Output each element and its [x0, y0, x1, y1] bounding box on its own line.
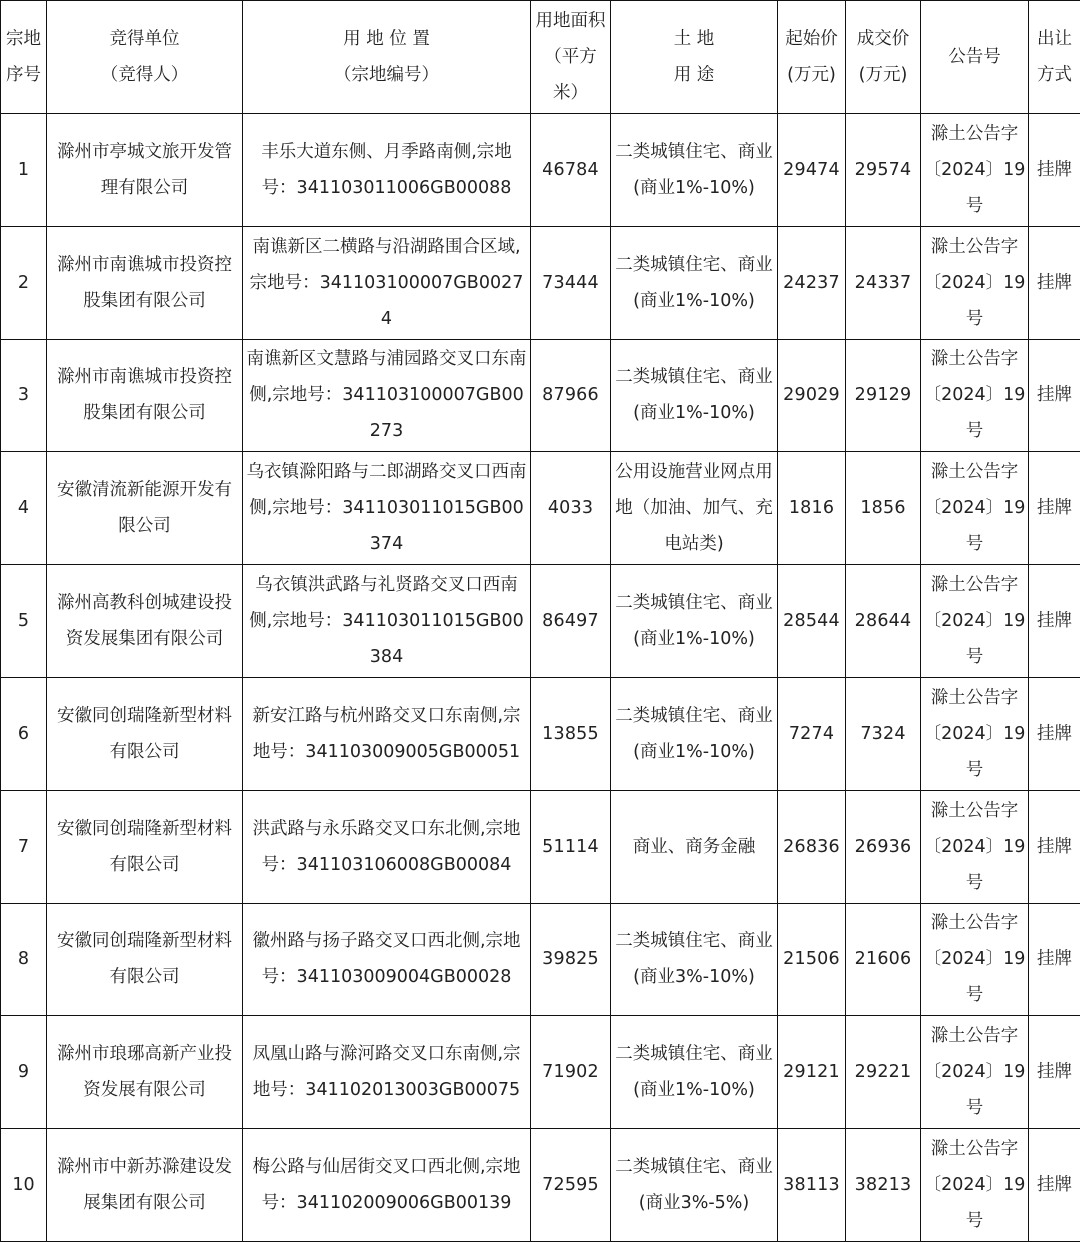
cell-use: 二类城镇住宅、商业(商业3%-10%)	[611, 903, 778, 1016]
cell-area: 46784	[531, 114, 611, 227]
table-header-row	[1, 1, 1080, 114]
cell-start-price: 24237	[778, 226, 846, 339]
cell-deal-price: 28644	[846, 565, 921, 678]
cell-area: 86497	[531, 565, 611, 678]
cell-winner: 滁州市南谯城市投资控股集团有限公司	[47, 226, 243, 339]
table-row	[1, 790, 1080, 903]
table-row	[1, 677, 1080, 790]
cell-area: 72595	[531, 1129, 611, 1242]
cell-method: 挂牌	[1029, 903, 1080, 1016]
cell-notice: 滁土公告字〔2024〕19号	[921, 1129, 1029, 1242]
cell-start-price: 1816	[778, 452, 846, 565]
cell-area: 4033	[531, 452, 611, 565]
cell-method: 挂牌	[1029, 226, 1080, 339]
cell-method: 挂牌	[1029, 677, 1080, 790]
cell-seq: 4	[1, 452, 47, 565]
cell-deal-price: 7324	[846, 677, 921, 790]
cell-location: 梅公路与仙居街交叉口西北侧,宗地号：341102009006GB00139	[243, 1129, 531, 1242]
cell-start-price: 29474	[778, 114, 846, 227]
cell-method: 挂牌	[1029, 114, 1080, 227]
cell-area: 39825	[531, 903, 611, 1016]
cell-location: 南谯新区二横路与沿湖路围合区域,宗地号：341103100007GB00274	[243, 226, 531, 339]
header-seq: 宗地 序号	[1, 1, 47, 114]
cell-notice: 滁土公告字〔2024〕19号	[921, 452, 1029, 565]
cell-location: 徽州路与扬子路交叉口西北侧,宗地号：341103009004GB00028	[243, 903, 531, 1016]
cell-notice: 滁土公告字〔2024〕19号	[921, 903, 1029, 1016]
cell-seq: 2	[1, 226, 47, 339]
cell-use: 二类城镇住宅、商业(商业1%-10%)	[611, 339, 778, 452]
cell-start-price: 38113	[778, 1129, 846, 1242]
cell-start-price: 21506	[778, 903, 846, 1016]
cell-method: 挂牌	[1029, 565, 1080, 678]
cell-area: 87966	[531, 339, 611, 452]
cell-winner: 安徽同创瑞隆新型材料有限公司	[47, 677, 243, 790]
cell-deal-price: 29221	[846, 1016, 921, 1129]
header-winner: 竞得单位 （竞得人）	[47, 1, 243, 114]
cell-notice: 滁土公告字〔2024〕19号	[921, 790, 1029, 903]
cell-method: 挂牌	[1029, 452, 1080, 565]
header-use: 土 地 用 途	[611, 1, 778, 114]
header-deal-price: 成交价 (万元)	[846, 1, 921, 114]
cell-notice: 滁土公告字〔2024〕19号	[921, 339, 1029, 452]
cell-winner: 安徽同创瑞隆新型材料有限公司	[47, 790, 243, 903]
table-row	[1, 903, 1080, 1016]
cell-seq: 10	[1, 1129, 47, 1242]
cell-winner: 滁州市琅琊高新产业投资发展有限公司	[47, 1016, 243, 1129]
cell-seq: 5	[1, 565, 47, 678]
cell-winner: 滁州市南谯城市投资控股集团有限公司	[47, 339, 243, 452]
cell-seq: 7	[1, 790, 47, 903]
cell-seq: 8	[1, 903, 47, 1016]
cell-start-price: 29029	[778, 339, 846, 452]
cell-winner: 安徽清流新能源开发有限公司	[47, 452, 243, 565]
cell-deal-price: 29574	[846, 114, 921, 227]
cell-seq: 9	[1, 1016, 47, 1129]
cell-notice: 滁土公告字〔2024〕19号	[921, 1016, 1029, 1129]
cell-method: 挂牌	[1029, 1016, 1080, 1129]
table-row	[1, 1129, 1080, 1242]
cell-method: 挂牌	[1029, 790, 1080, 903]
cell-notice: 滁土公告字〔2024〕19号	[921, 114, 1029, 227]
cell-deal-price: 26936	[846, 790, 921, 903]
cell-location: 凤凰山路与滁河路交叉口东南侧,宗地号：341102013003GB00075	[243, 1016, 531, 1129]
cell-deal-price: 38213	[846, 1129, 921, 1242]
cell-seq: 3	[1, 339, 47, 452]
cell-location: 新安江路与杭州路交叉口东南侧,宗地号：341103009005GB00051	[243, 677, 531, 790]
cell-winner: 安徽同创瑞隆新型材料有限公司	[47, 903, 243, 1016]
cell-use: 二类城镇住宅、商业(商业1%-10%)	[611, 565, 778, 678]
header-notice: 公告号	[921, 1, 1029, 114]
cell-deal-price: 1856	[846, 452, 921, 565]
cell-method: 挂牌	[1029, 1129, 1080, 1242]
cell-deal-price: 21606	[846, 903, 921, 1016]
header-start-price: 起始价 (万元)	[778, 1, 846, 114]
cell-use: 商业、商务金融	[611, 790, 778, 903]
cell-seq: 6	[1, 677, 47, 790]
table-row	[1, 339, 1080, 452]
cell-area: 51114	[531, 790, 611, 903]
cell-location: 乌衣镇洪武路与礼贤路交叉口西南侧,宗地号：341103011015GB00384	[243, 565, 531, 678]
cell-deal-price: 29129	[846, 339, 921, 452]
table-row	[1, 452, 1080, 565]
header-area: 用地面积 （平方 米）	[531, 1, 611, 114]
cell-use: 二类城镇住宅、商业(商业1%-10%)	[611, 1016, 778, 1129]
cell-location: 丰乐大道东侧、月季路南侧,宗地号：341103011006GB00088	[243, 114, 531, 227]
cell-seq: 1	[1, 114, 47, 227]
cell-area: 13855	[531, 677, 611, 790]
cell-notice: 滁土公告字〔2024〕19号	[921, 677, 1029, 790]
table-row	[1, 226, 1080, 339]
cell-start-price: 7274	[778, 677, 846, 790]
cell-start-price: 26836	[778, 790, 846, 903]
cell-location: 洪武路与永乐路交叉口东北侧,宗地号：341103106008GB00084	[243, 790, 531, 903]
header-location: 用 地 位 置 （宗地编号）	[243, 1, 531, 114]
cell-use: 二类城镇住宅、商业(商业1%-10%)	[611, 677, 778, 790]
cell-winner: 滁州高教科创城建设投资发展集团有限公司	[47, 565, 243, 678]
cell-method: 挂牌	[1029, 339, 1080, 452]
cell-start-price: 28544	[778, 565, 846, 678]
cell-area: 71902	[531, 1016, 611, 1129]
cell-winner: 滁州市亭城文旅开发管理有限公司	[47, 114, 243, 227]
cell-start-price: 29121	[778, 1016, 846, 1129]
header-method: 出让 方式	[1029, 1, 1080, 114]
cell-area: 73444	[531, 226, 611, 339]
table-row	[1, 565, 1080, 678]
cell-notice: 滁土公告字〔2024〕19号	[921, 226, 1029, 339]
cell-location: 南谯新区文慧路与浦园路交叉口东南侧,宗地号：341103100007GB00273	[243, 339, 531, 452]
table-row	[1, 1016, 1080, 1129]
cell-winner: 滁州市中新苏滁建设发展集团有限公司	[47, 1129, 243, 1242]
cell-use: 二类城镇住宅、商业(商业1%-10%)	[611, 114, 778, 227]
cell-deal-price: 24337	[846, 226, 921, 339]
cell-notice: 滁土公告字〔2024〕19号	[921, 565, 1029, 678]
cell-use: 公用设施营业网点用地（加油、加气、充电站类)	[611, 452, 778, 565]
cell-use: 二类城镇住宅、商业(商业1%-10%)	[611, 226, 778, 339]
cell-use: 二类城镇住宅、商业(商业3%-5%)	[611, 1129, 778, 1242]
cell-location: 乌衣镇滁阳路与二郎湖路交叉口西南侧,宗地号：341103011015GB00374	[243, 452, 531, 565]
table-row	[1, 114, 1080, 227]
